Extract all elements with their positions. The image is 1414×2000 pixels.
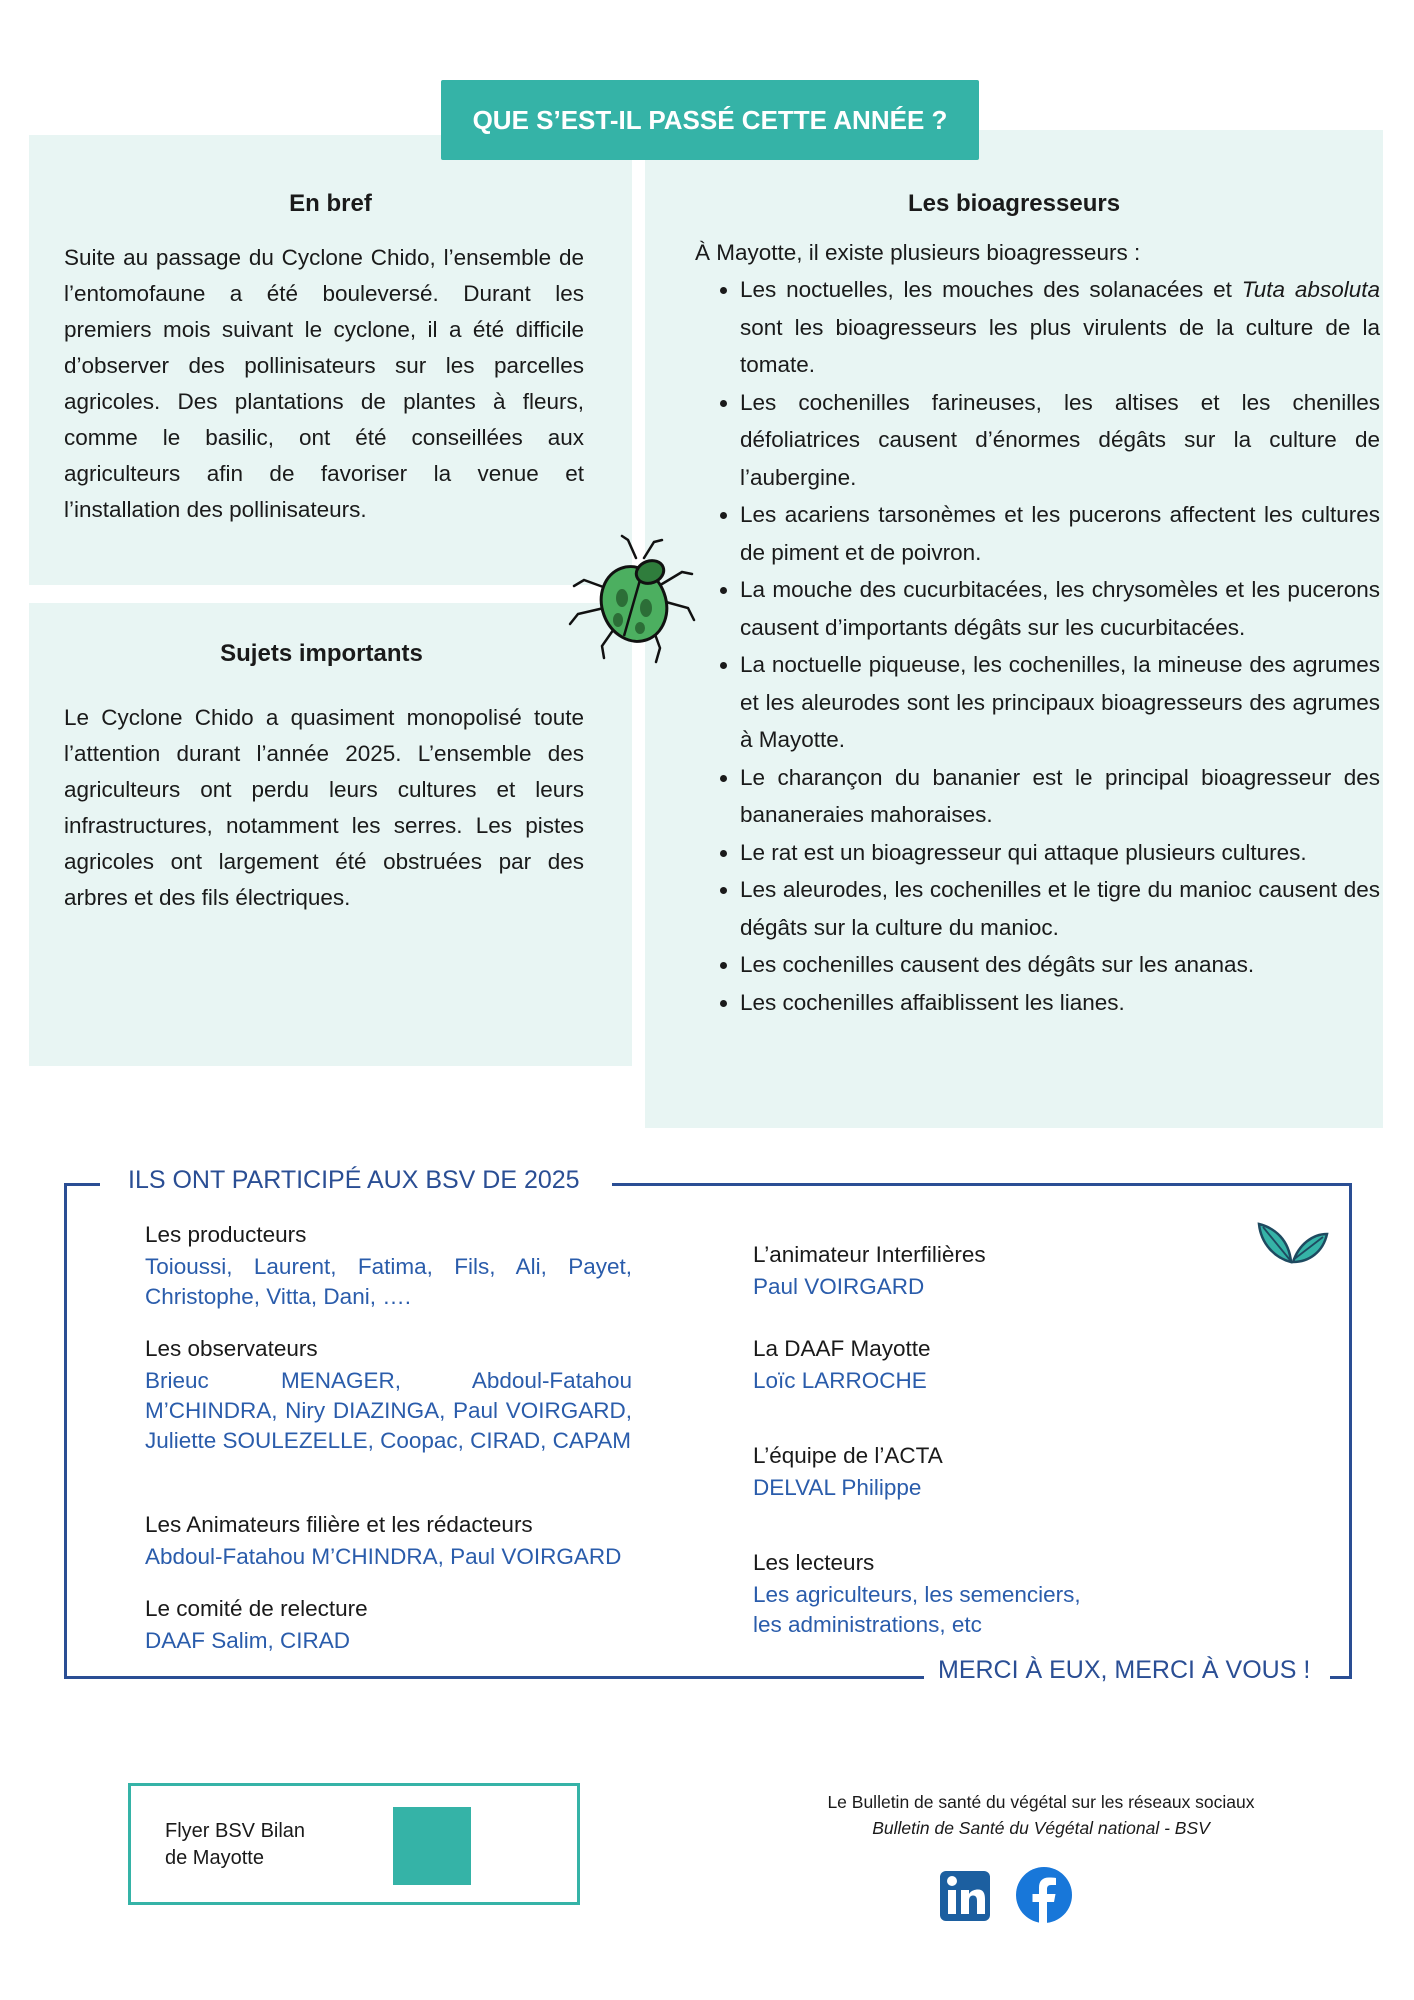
- observateurs-label: Les observateurs: [145, 1336, 318, 1361]
- interfilieres-value: Paul VOIRGARD: [753, 1274, 925, 1299]
- lecteurs-value-line1: Les agriculteurs, les semenciers,: [753, 1582, 1081, 1607]
- animateurs-label: Les Animateurs filière et les rédacteurs: [145, 1512, 533, 1537]
- comite-label: Le comité de relecture: [145, 1596, 368, 1621]
- frame-right: [1349, 1183, 1352, 1679]
- flyer-line-1: Flyer BSV Bilan: [165, 1820, 306, 1842]
- lecteurs-value-line2: les administrations, etc: [753, 1612, 982, 1637]
- list-item: • Le rat est un bioagresseur qui attaque plusieurs cultures.: [740, 834, 1380, 872]
- facebook-icon[interactable]: [1015, 1866, 1073, 1924]
- bioagresseurs-intro: À Mayotte, il existe plusieurs bioagresseurs :: [695, 240, 1141, 265]
- interfilieres-label: L’animateur Interfilières: [753, 1242, 986, 1267]
- list-item: • Le charançon du bananier est le principal bioagresseur des bananeraies mahoraises.: [740, 759, 1380, 834]
- acta-value: DELVAL Philippe: [753, 1475, 922, 1500]
- sujets-text: Le Cyclone Chido a quasiment monopolisé toute l’attention durant l’année 2025. L’ensemble des agriculteurs ont perdu leurs cultures et leurs infrastructures, notamment les serres. Les pistes agricoles ont largement été obstruées par des arbres et des fils électriques.: [64, 705, 584, 910]
- comite-value: DAAF Salim, CIRAD: [145, 1628, 351, 1653]
- acta-label: L’équipe de l’ACTA: [753, 1443, 943, 1468]
- linkedin-icon[interactable]: [940, 1871, 990, 1921]
- list-item: • La mouche des cucurbitacées, les chrysomèles et les pucerons causent d’importants dégâts sur les cucurbitacées.: [740, 571, 1380, 646]
- animateurs-value: Abdoul-Fatahou M’CHINDRA, Paul VOIRGARD: [145, 1544, 622, 1569]
- list-item: • La noctuelle piqueuse, les cochenilles, la mineuse des agrumes et les aleurodes sont les principaux bioagresseurs des agrumes à Mayotte.: [740, 646, 1380, 759]
- beetle-icon: [566, 528, 696, 668]
- sujets-heading: Sujets importants: [220, 640, 423, 667]
- bioagresseurs-list: [708, 271, 1380, 1021]
- social-line-2: Bulletin de Santé du Végétal national - BSV: [872, 1818, 1210, 1838]
- list-item: • Les cochenilles farineuses, les altises et les chenilles défoliatrices causent d’énormes dégâts sur la culture de l’aubergine.: [740, 384, 1380, 497]
- frame-left: [64, 1183, 67, 1679]
- qr-code[interactable]: [393, 1807, 471, 1885]
- frame-top-right: [612, 1183, 1352, 1186]
- list-item: • Les cochenilles causent des dégâts sur les ananas.: [740, 946, 1380, 984]
- leaf-icon: [1255, 1218, 1330, 1268]
- producteurs-value: Toioussi, Laurent, Fatima, Fils, Ali, Payet, Christophe, Vitta, Dani, ….: [145, 1254, 632, 1309]
- frame-bottom-right: [1330, 1676, 1352, 1679]
- social-line-1: Le Bulletin de santé du végétal sur les réseaux sociaux: [827, 1792, 1255, 1812]
- en-bref-heading: En bref: [289, 190, 372, 217]
- frame-top-left: [64, 1183, 100, 1186]
- list-item: • Les cochenilles affaiblissent les lianes.: [740, 984, 1380, 1022]
- bioagresseurs-heading: Les bioagresseurs: [907, 190, 1121, 217]
- daaf-label: La DAAF Mayotte: [753, 1336, 931, 1361]
- flyer-text: [165, 1818, 305, 1872]
- daaf-value: Loïc LARROCHE: [753, 1368, 927, 1393]
- credits-title: ILS ONT PARTICIPÉ AUX BSV DE 2025: [118, 1166, 590, 1195]
- list-item: • Les aleurodes, les cochenilles et le tigre du manioc causent des dégâts sur la culture du manioc.: [740, 871, 1380, 946]
- list-item: • Les acariens tarsonèmes et les pucerons affectent les cultures de piment et de poivron.: [740, 496, 1380, 571]
- lecteurs-label: Les lecteurs: [753, 1550, 875, 1575]
- observateurs-value: Brieuc MENAGER, Abdoul-Fatahou M’CHINDRA, Niry DIAZINGA, Paul VOIRGARD, Juliette SOULEZELLE, Coopac, CIRAD, CAPAM: [145, 1368, 632, 1453]
- section-banner: QUE S’EST-IL PASSÉ CETTE ANNÉE ?: [441, 80, 979, 160]
- credits-closing: MERCI À EUX, MERCI À VOUS !: [928, 1656, 1320, 1685]
- producteurs-label: Les producteurs: [145, 1222, 307, 1247]
- flyer-line-2: de Mayotte: [165, 1847, 264, 1869]
- list-item: • Les noctuelles, les mouches des solanacées et Tuta absoluta sont les bioagresseurs les plus virulents de la culture de la tomate.: [740, 271, 1380, 384]
- frame-bottom-left: [64, 1676, 924, 1679]
- en-bref-text: Suite au passage du Cyclone Chido, l’ensemble de l’entomofaune a été bouleversé. Durant les premiers mois suivant le cyclone, il a été difficile d’observer des pollinisateurs sur les parcelles agricoles. Des plantations de plantes à fleurs, comme le basilic, ont été conseillées aux agriculteurs afin de favoriser la venue et l’installation des pollinisateurs.: [64, 245, 584, 522]
